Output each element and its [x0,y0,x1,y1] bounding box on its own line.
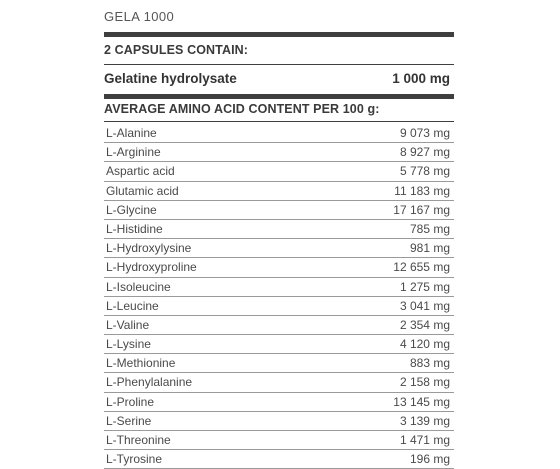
amino-acid-table [104,124,454,469]
amino-acid-name: Glutamic acid [106,183,179,198]
table-row [104,335,454,354]
table-row [104,220,454,239]
amino-acid-name: L-Hydroxylysine [106,241,192,256]
amino-acid-name: Aspartic acid [106,164,175,179]
table-row [104,297,454,316]
divider-thin [104,121,454,122]
nutrition-panel [104,0,454,467]
amino-acid-name: L-Leucine [106,298,159,313]
amino-acid-name: L-Methionine [106,356,176,371]
amino-acid-amount: 981 mg [409,241,450,256]
table-row [104,278,454,297]
capsules-heading: 2 CAPSULES CONTAIN: [104,43,249,57]
amino-acid-name: L-Lysine [106,337,151,352]
amino-acid-amount: 11 183 mg [394,183,450,198]
amino-acid-amount: 1 471 mg [399,433,450,447]
amino-acid-name: L-Glycine [106,202,157,217]
amino-heading: AVERAGE AMINO ACID CONTENT PER 100 g: [104,102,380,116]
divider-thick [104,32,454,37]
table-row [104,143,454,162]
table-row [104,316,454,335]
amino-acid-name: L-Threonine [106,433,171,447]
amino-acid-amount: 3 139 mg [399,413,450,428]
amino-acid-amount: 196 mg [409,452,450,467]
amino-acid-name: L-Isoleucine [106,279,171,294]
table-row [104,124,454,143]
amino-acid-name: L-Histidine [106,221,163,236]
table-row [104,162,454,181]
table-row [104,182,454,201]
amino-acid-name: L-Tyrosine [106,452,163,467]
amino-acid-amount: 5 778 mg [399,164,450,179]
gelatine-label: Gelatine hydrolysate [104,71,237,86]
table-row [104,373,454,392]
divider-thick [104,94,454,99]
amino-acid-amount: 9 073 mg [399,126,450,140]
amino-acid-amount: 2 158 mg [399,375,450,390]
amino-acid-amount: 12 655 mg [393,260,450,275]
amino-acid-amount: 2 354 mg [399,317,450,332]
amino-acid-amount: 17 167 mg [393,202,450,217]
amino-acid-amount: 13 145 mg [393,394,450,409]
amino-acid-name: L-Valine [106,317,150,332]
table-row [104,201,454,220]
table-row [104,354,454,373]
table-row [104,412,454,431]
table-row [104,239,454,258]
amino-acid-amount: 1 275 mg [399,279,450,294]
table-row [104,450,454,469]
divider-thin [104,64,454,65]
gelatine-row [104,71,454,86]
amino-acid-name: L-Serine [106,413,152,428]
amino-acid-name: L-Hydroxyproline [106,260,197,275]
amino-acid-amount: 3 041 mg [399,298,450,313]
amino-acid-amount: 4 120 mg [399,337,450,352]
amino-acid-name: L-Alanine [106,126,157,140]
amino-acid-amount: 883 mg [409,356,450,371]
amino-acid-name: L-Arginine [106,145,161,160]
table-row [104,258,454,277]
amino-acid-amount: 8 927 mg [399,145,450,160]
table-row [104,431,454,450]
amino-acid-amount: 785 mg [409,221,450,236]
table-row [104,393,454,412]
amino-acid-name: L-Proline [106,394,155,409]
gelatine-amount: 1 000 mg [392,71,450,86]
product-name: GELA 1000 [104,9,175,24]
amino-acid-name: L-Phenylalanine [106,375,193,390]
